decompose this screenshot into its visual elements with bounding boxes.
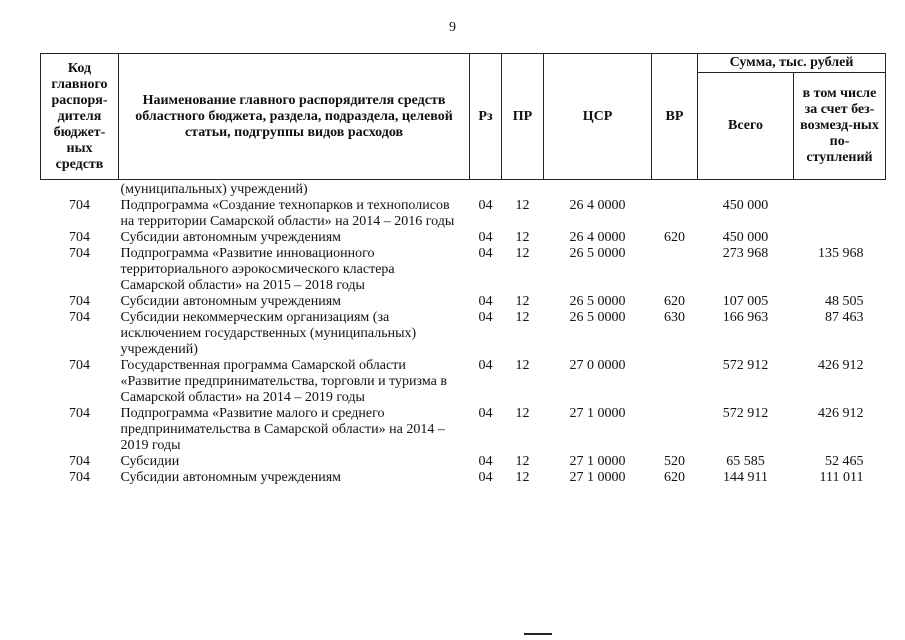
- row-vr: 620: [664, 470, 685, 485]
- row-vr: 520: [664, 454, 685, 469]
- budget-table: [40, 53, 886, 486]
- row-csr: [544, 180, 652, 199]
- row-grants: [794, 230, 886, 246]
- row-total: 450 000: [722, 198, 769, 213]
- row-pr: 12: [515, 454, 530, 469]
- row-code: 704: [69, 246, 90, 261]
- row-code: 704: [69, 358, 90, 373]
- row-code: 704: [69, 294, 90, 309]
- row-name: Государственная программа Самарской области «Развитие предпринимательства, торговли и туризма в Самарской области» на 2014 – 2019 годы: [120, 358, 447, 405]
- table-row: [41, 406, 886, 454]
- row-grants: 426 912: [818, 358, 864, 373]
- row-pr: 12: [515, 358, 530, 373]
- row-name: Субсидии автономным учреждениям: [120, 470, 342, 485]
- row-rz: 04: [478, 294, 493, 309]
- row-name: Подпрограмма «Развитие инновационного территориального аэрокосмического кластера Самарской области» на 2015 – 2018 годы: [120, 246, 395, 293]
- row-code: 704: [69, 470, 90, 485]
- row-code: 704: [69, 198, 90, 213]
- row-csr: 26 5 0000: [569, 310, 626, 325]
- row-csr: 27 1 0000: [569, 470, 626, 485]
- header-pr: ПР: [502, 54, 544, 180]
- row-grants: 426 912: [818, 406, 864, 421]
- row-total: 273 968: [722, 246, 769, 261]
- row-grants: 48 505: [825, 294, 864, 309]
- header-sum: Сумма, тыс. рублей: [698, 54, 886, 73]
- table-row: [41, 294, 886, 310]
- row-rz: 04: [478, 454, 493, 469]
- table-row: [41, 310, 886, 358]
- row-code: [41, 180, 119, 199]
- header-vr: ВР: [652, 54, 698, 180]
- header-grants: в том числе за счет без-возмезд-ных по-ступлений: [794, 73, 886, 180]
- row-grants: 111 011: [819, 470, 864, 485]
- row-rz: [470, 180, 502, 199]
- header-total: Всего: [698, 73, 794, 180]
- row-vr: [652, 406, 698, 454]
- row-rz: 04: [478, 230, 493, 245]
- table-row: [41, 180, 886, 199]
- header-code: Код главного распоря-дителя бюджет-ных средств: [41, 54, 119, 180]
- row-pr: [502, 180, 544, 199]
- row-vr: 620: [664, 294, 685, 309]
- row-rz: 04: [478, 470, 493, 485]
- row-total: 450 000: [722, 230, 769, 245]
- row-pr: 12: [515, 310, 530, 325]
- row-grants: 87 463: [825, 310, 864, 325]
- row-code: 704: [69, 230, 90, 245]
- table-row: [41, 246, 886, 294]
- table-row: [41, 358, 886, 406]
- table-row: [41, 470, 886, 486]
- row-name: Подпрограмма «Создание технопарков и технополисов на территории Самарской области» на 2014 – 2016 годы: [120, 198, 455, 229]
- row-pr: 12: [515, 406, 530, 421]
- footer-mark: [524, 633, 552, 635]
- row-csr: 27 0 0000: [569, 358, 626, 373]
- row-total: 65 585: [726, 454, 765, 469]
- row-total: 572 912: [722, 406, 769, 421]
- row-total: 107 005: [722, 294, 769, 309]
- row-vr: [652, 246, 698, 294]
- page-number: 9: [449, 20, 456, 35]
- row-rz: 04: [478, 358, 493, 373]
- row-name: Субсидии автономным учреждениям: [120, 230, 342, 245]
- row-grants: [794, 180, 886, 199]
- row-rz: 04: [478, 198, 493, 213]
- table-body: [41, 180, 886, 487]
- row-vr: [652, 180, 698, 199]
- row-pr: 12: [515, 246, 530, 261]
- row-code: 704: [69, 310, 90, 325]
- header-csr: ЦСР: [544, 54, 652, 180]
- table-row: [41, 454, 886, 470]
- table-header: [41, 54, 886, 180]
- row-total: [698, 180, 794, 199]
- row-name: Субсидии некоммерческим организациям (за исключением государственных (муниципальных) учреждений): [120, 310, 417, 357]
- row-pr: 12: [515, 230, 530, 245]
- row-name: Субсидии: [120, 454, 180, 469]
- row-vr: 630: [664, 310, 685, 325]
- row-csr: 26 4 0000: [569, 198, 626, 213]
- row-vr: [652, 358, 698, 406]
- row-code: 704: [69, 454, 90, 469]
- row-total: 166 963: [722, 310, 769, 325]
- table-row: [41, 230, 886, 246]
- row-pr: 12: [515, 470, 530, 485]
- row-name: (муниципальных) учреждений): [120, 182, 308, 197]
- row-csr: 27 1 0000: [569, 454, 626, 469]
- row-total: 572 912: [722, 358, 769, 373]
- row-vr: 620: [664, 230, 685, 245]
- row-csr: 27 1 0000: [569, 406, 626, 421]
- row-grants: 135 968: [818, 246, 864, 261]
- row-csr: 26 5 0000: [569, 246, 626, 261]
- row-grants: 52 465: [825, 454, 864, 469]
- row-grants: [794, 198, 886, 230]
- row-pr: 12: [515, 294, 530, 309]
- row-csr: 26 5 0000: [569, 294, 626, 309]
- row-csr: 26 4 0000: [569, 230, 626, 245]
- row-rz: 04: [478, 310, 493, 325]
- header-name: Наименование главного распорядителя средств областного бюджета, раздела, подраздела, целевой статьи, подгруппы видов расходов: [119, 54, 470, 180]
- row-pr: 12: [515, 198, 530, 213]
- row-vr: [652, 198, 698, 230]
- header-rz: Рз: [470, 54, 502, 180]
- row-code: 704: [69, 406, 90, 421]
- row-rz: 04: [478, 406, 493, 421]
- row-name: Подпрограмма «Развитие малого и среднего предпринимательства в Самарской области» на 2014 – 2019 годы: [120, 406, 445, 453]
- row-total: 144 911: [723, 470, 768, 485]
- table-row: [41, 198, 886, 230]
- row-name: Субсидии автономным учреждениям: [120, 294, 342, 309]
- row-rz: 04: [478, 246, 493, 261]
